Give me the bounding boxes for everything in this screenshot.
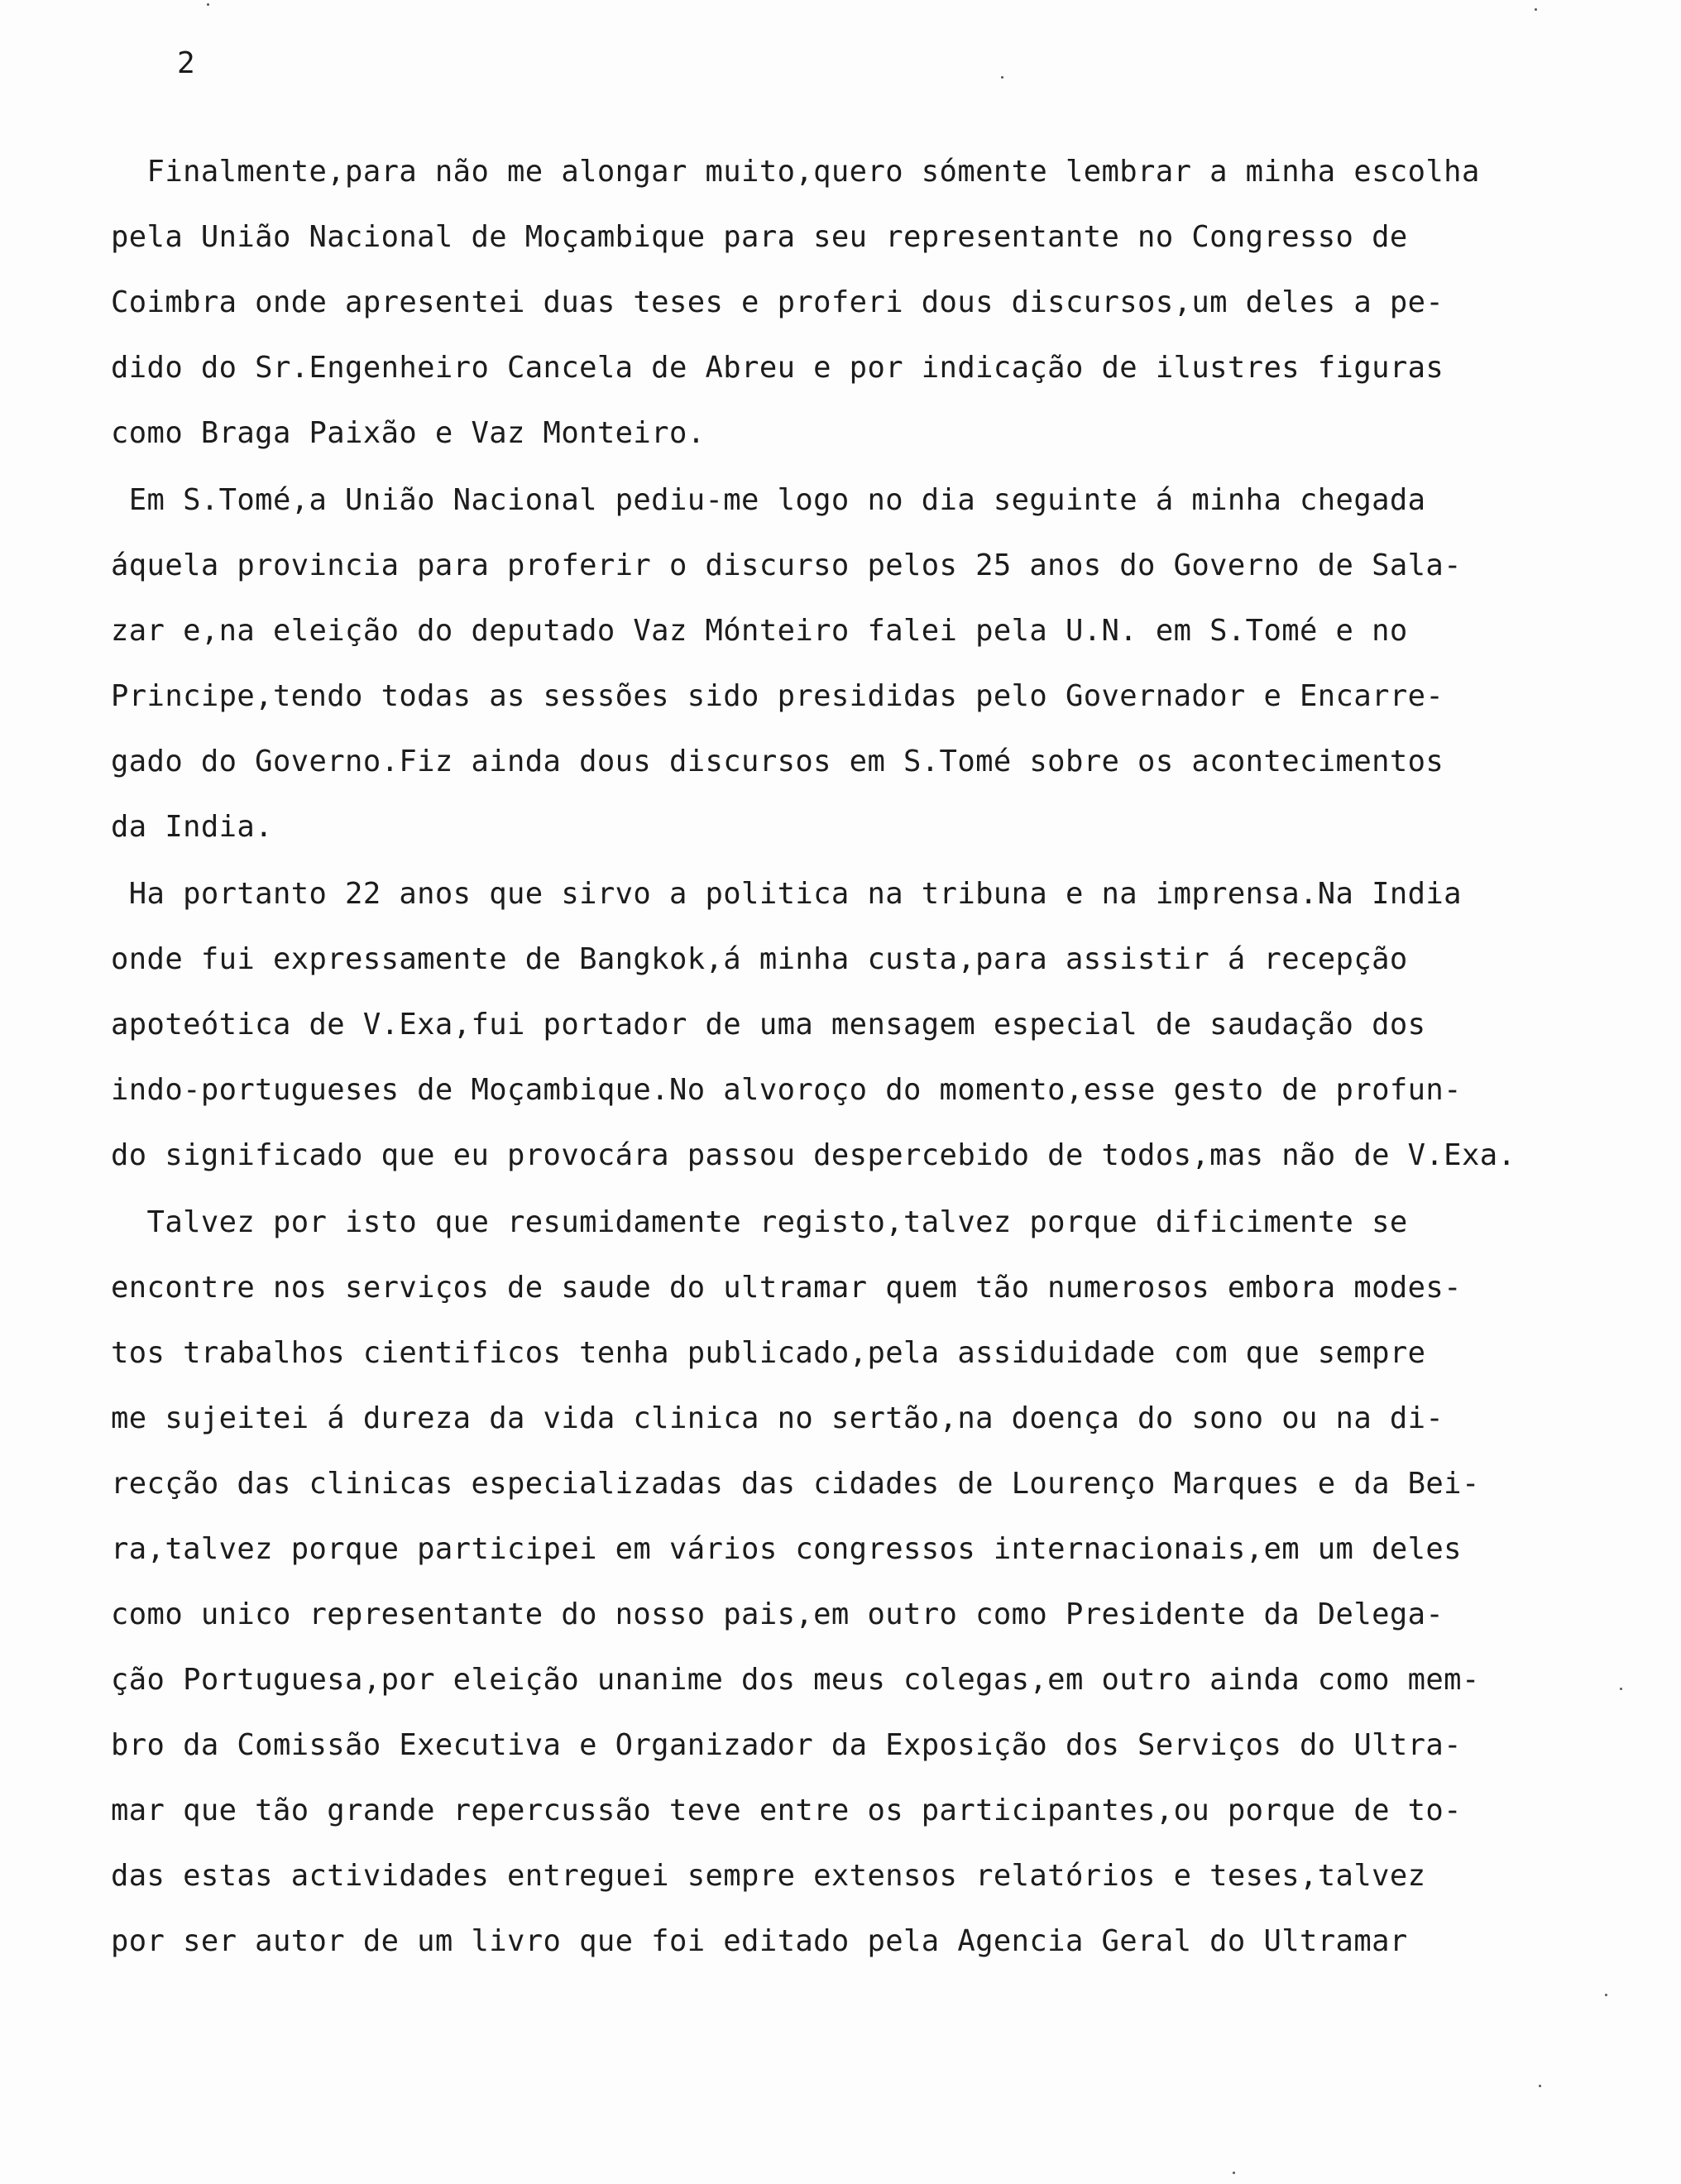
text-line: dido do Sr.Engenheiro Cancela de Abreu e por indicação de ilustres figuras bbox=[111, 351, 1444, 385]
text-line: ra,talvez porque participei em vários congressos internacionais,em um deles bbox=[111, 1532, 1462, 1566]
scan-speck bbox=[1001, 76, 1003, 79]
scan-speck bbox=[1620, 1688, 1622, 1690]
text-line: das estas actividades entreguei sempre extensos relatórios e teses,talvez bbox=[111, 1859, 1426, 1893]
text-line: indo-portugueses de Moçambique.No alvoroço do momento,esse gesto de profun- bbox=[111, 1073, 1462, 1107]
text-line: áquela provincia para proferir o discurso pelos 25 anos do Governo de Sala- bbox=[111, 548, 1462, 582]
text-line: como unico representante do nosso pais,em outro como Presidente da Delega- bbox=[111, 1597, 1444, 1631]
text-line: apoteótica de V.Exa,fui portador de uma mensagem especial de saudação dos bbox=[111, 1008, 1426, 1042]
text-line: como Braga Paixão e Vaz Monteiro. bbox=[111, 416, 706, 450]
text-line: do significado que eu provocára passou despercebido de todos,mas não de V.Exa. bbox=[111, 1138, 1516, 1172]
text-line: encontre nos serviços de saude do ultramar quem tão numerosos embora modes- bbox=[111, 1271, 1462, 1305]
scan-speck bbox=[207, 3, 209, 6]
text-line: Finalmente,para não me alongar muito,quero sómente lembrar a minha escolha bbox=[111, 155, 1480, 189]
text-line: gado do Governo.Fiz ainda dous discursos em S.Tomé sobre os acontecimentos bbox=[111, 745, 1444, 778]
paragraph-3 bbox=[111, 861, 1625, 1188]
text-line: ção Portuguesa,por eleição unanime dos meus colegas,em outro ainda como mem- bbox=[111, 1663, 1480, 1697]
text-line: tos trabalhos cientificos tenha publicado,pela assiduidade com que sempre bbox=[111, 1336, 1426, 1370]
text-line: Em S.Tomé,a União Nacional pediu-me logo no dia seguinte á minha chegada bbox=[111, 483, 1426, 517]
paragraph-1 bbox=[111, 139, 1625, 466]
text-line: Talvez por isto que resumidamente registo,talvez porque dificimente se bbox=[111, 1205, 1408, 1239]
text-line: recção das clinicas especializadas das cidades de Lourenço Marques e da Bei- bbox=[111, 1467, 1480, 1501]
scan-speck bbox=[1535, 8, 1537, 11]
text-line: me sujeitei á dureza da vida clinica no sertão,na doença do sono ou na di- bbox=[111, 1401, 1444, 1435]
text-line: onde fui expressamente de Bangkok,á minha custa,para assistir á recepção bbox=[111, 942, 1408, 976]
text-line: por ser autor de um livro que foi editado pela Agencia Geral do Ultramar bbox=[111, 1924, 1408, 1958]
page-number: 2 bbox=[177, 46, 195, 80]
scan-speck bbox=[1233, 2172, 1235, 2174]
text-line: da India. bbox=[111, 810, 273, 844]
text-line: Ha portanto 22 anos que sirvo a politica na tribuna e na imprensa.Na India bbox=[111, 877, 1462, 911]
text-line: bro da Comissão Executiva e Organizador da Exposição dos Serviços do Ultra- bbox=[111, 1728, 1462, 1762]
text-line: Principe,tendo todas as sessões sido presididas pelo Governador e Encarre- bbox=[111, 679, 1444, 713]
body-text bbox=[111, 139, 1625, 1976]
text-line: zar e,na eleição do deputado Vaz Mónteiro falei pela U.N. em S.Tomé e no bbox=[111, 614, 1408, 648]
text-line: pela União Nacional de Moçambique para seu representante no Congresso de bbox=[111, 220, 1408, 254]
text-line: Coimbra onde apresentei duas teses e proferi dous discursos,um deles a pe- bbox=[111, 285, 1444, 319]
paragraph-4 bbox=[111, 1190, 1625, 1974]
text-line: mar que tão grande repercussão teve entre os participantes,ou porque de to- bbox=[111, 1794, 1462, 1827]
paragraph-2 bbox=[111, 467, 1625, 860]
scan-speck bbox=[1605, 1994, 1607, 1996]
scan-speck bbox=[1539, 2085, 1541, 2087]
